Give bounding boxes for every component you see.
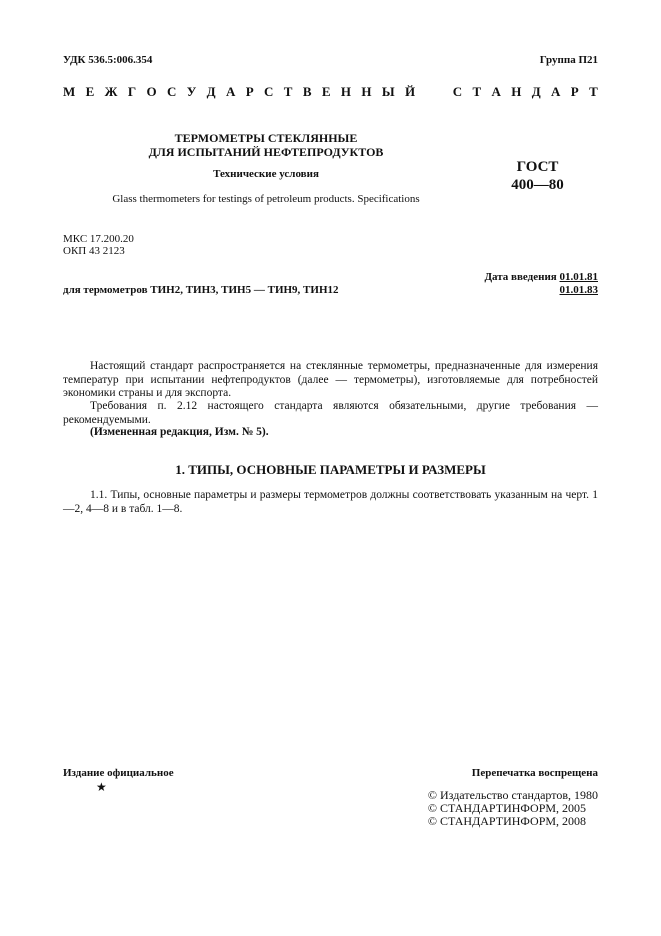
star-icon: ★: [96, 780, 107, 794]
interstate-letter: С: [264, 84, 274, 99]
title-line-1: ТЕРМОМЕТРЫ СТЕКЛЯННЫЕ: [174, 131, 358, 145]
english-title: Glass thermometers for testings of petroleum products. Specifications: [112, 193, 420, 205]
okp-code: ОКП 43 2123: [63, 245, 125, 257]
interstate-letter: Р: [570, 84, 579, 99]
interstate-letter: Д: [531, 84, 541, 99]
interstate-letter: В: [302, 84, 312, 99]
interstate-letter: С: [167, 84, 177, 99]
copyright-line: © СТАНДАРТИНФОРМ, 2008: [427, 814, 587, 828]
interstate-letter: Е: [321, 84, 331, 99]
interstate-letter: Т: [283, 84, 293, 99]
document-subtitle: Технические условия: [213, 168, 319, 180]
interstate-letter: Й: [404, 84, 416, 99]
reprint-prohibited: Перепечатка воспрещена: [471, 767, 598, 779]
udk-code: УДК 536.5:006.354: [63, 54, 153, 66]
group-code: Группа П21: [539, 54, 598, 66]
interstate-letter: Н: [361, 84, 372, 99]
interstate-letter: А: [551, 84, 561, 99]
paragraph-1-1: 1.1. Типы, основные параметры и размеры термометров должны соответствовать указанным на черт. 1—2, 4—8 и в табл. 1—8.: [63, 489, 598, 515]
interstate-letter: Н: [340, 84, 352, 99]
section-title: 1. ТИПЫ, ОСНОВНЫЕ ПАРАМЕТРЫ И РАЗМЕРЫ: [175, 462, 486, 477]
gost-designation: [480, 158, 595, 194]
title-line-2: ДЛЯ ИСПЫТАНИЙ НЕФТЕПРОДУКТОВ: [148, 145, 384, 159]
introduction-date-1: 01.01.81: [559, 271, 598, 283]
interstate-letter: А: [491, 84, 501, 99]
mks-code: МКС 17.200.20: [63, 233, 134, 245]
official-edition: Издание официальное: [63, 767, 174, 779]
interstate-letter: Ы: [381, 84, 395, 99]
copyright-block: [428, 789, 598, 828]
applies-to: для термометров ТИН2, ТИН3, ТИН5 — ТИН9, ТИН12: [63, 284, 339, 296]
interstate-letter: Ж: [104, 84, 118, 99]
gost-number: 400—80: [511, 177, 564, 193]
interstate-letter: Н: [511, 84, 522, 99]
interstate-letter: Д: [206, 84, 216, 99]
interstate-standard-heading: [63, 84, 598, 100]
interstate-letter: Г: [127, 84, 137, 99]
paragraph-requirements: Требования п. 2.12 настоящего стандарта являются обязательными, другие требования — рекомендуемыми.: [63, 400, 598, 426]
interstate-letter: Е: [85, 84, 95, 99]
interstate-letter: О: [146, 84, 157, 99]
interstate-letter: Т: [472, 84, 482, 99]
introduction-date: [484, 271, 598, 283]
copyright-line: © СТАНДАРТИНФОРМ, 2005: [427, 801, 587, 815]
interstate-letter: [425, 84, 428, 100]
interstate-letter: А: [225, 84, 236, 99]
interstate-letter: [439, 84, 442, 100]
introduction-label: Дата введения: [484, 271, 557, 283]
interstate-letter: Т: [589, 84, 598, 99]
introduction-date-2: 01.01.83: [559, 284, 598, 296]
classification-codes: [63, 233, 134, 257]
interstate-letter: У: [186, 84, 197, 99]
document-title: [63, 131, 469, 159]
gost-label: ГОСТ: [516, 159, 559, 175]
copyright-line: © Издательство стандартов, 1980: [427, 788, 598, 802]
paragraph-scope: Настоящий стандарт распространяется на стеклянные термометры, предназначенные для измерения температур при испытании нефтепродуктов (далее — термометры), изготовляемые для потребностей экономики страны и для экспорта.: [63, 360, 598, 399]
interstate-letter: С: [452, 84, 463, 99]
interstate-letter: М: [63, 84, 76, 99]
interstate-letter: Р: [245, 84, 254, 99]
paragraph-amendment: (Измененная редакция, Изм. № 5).: [90, 426, 269, 438]
